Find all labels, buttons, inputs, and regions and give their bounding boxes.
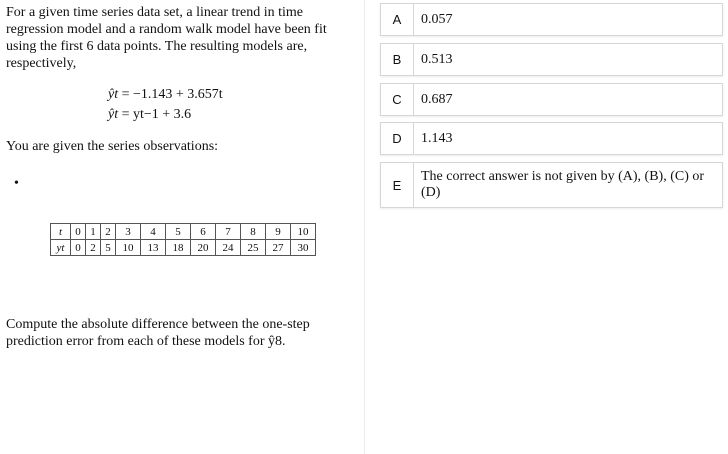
option-text: 0.687: [421, 91, 453, 107]
table-cell: 27: [266, 240, 291, 256]
option-letter: A: [381, 4, 414, 35]
equation-linear-trend: [108, 87, 223, 103]
observations-table: [50, 223, 316, 256]
option-e[interactable]: [380, 162, 723, 208]
table-row-t: [51, 224, 316, 240]
option-text: 0.513: [421, 51, 453, 67]
option-c[interactable]: [380, 83, 723, 116]
option-letter: C: [381, 84, 414, 115]
table-cell: 20: [191, 240, 216, 256]
option-text: 1.143: [421, 130, 453, 146]
equation-random-walk: [108, 107, 191, 123]
option-b[interactable]: [380, 43, 723, 76]
table-cell: 4: [141, 224, 166, 240]
option-letter: E: [381, 163, 414, 207]
table-cell: 13: [141, 240, 166, 256]
table-cell: 3: [116, 224, 141, 240]
question-prompt: Compute the absolute difference between the one-step prediction error from each of these models for ŷ8.: [6, 317, 310, 349]
equation-lhs: ŷt: [108, 87, 119, 102]
table-cell: 10: [291, 224, 316, 240]
table-cell: 2: [86, 240, 101, 256]
option-letter: B: [381, 44, 414, 75]
option-text: 0.057: [421, 11, 453, 27]
equation-rhs: = yt−1 + 3.6: [121, 107, 192, 122]
table-row-y: [51, 240, 316, 256]
table-cell: 8: [241, 224, 266, 240]
option-text: The correct answer is not given by (A), (B), (C) or (D): [421, 169, 705, 200]
equation-lhs: ŷt: [108, 107, 119, 122]
row-label-t: t: [51, 224, 71, 240]
table-cell: 1: [86, 224, 101, 240]
table-cell: 30: [291, 240, 316, 256]
table-cell: 0: [71, 224, 86, 240]
table-cell: 10: [116, 240, 141, 256]
option-a[interactable]: [380, 3, 723, 36]
bullet: •: [14, 176, 19, 191]
row-label-y: yt: [51, 240, 71, 256]
table-cell: 6: [191, 224, 216, 240]
table-cell: 5: [101, 240, 116, 256]
option-d[interactable]: [380, 122, 723, 155]
table-cell: 18: [166, 240, 191, 256]
table-cell: 25: [241, 240, 266, 256]
table-cell: 9: [266, 224, 291, 240]
table-cell: 5: [166, 224, 191, 240]
option-letter: D: [381, 123, 414, 154]
table-cell: 2: [101, 224, 116, 240]
equation-rhs: = −1.143 + 3.657t: [121, 87, 223, 102]
table-cell: 0: [71, 240, 86, 256]
table-cell: 24: [216, 240, 241, 256]
given-text: You are given the series observations:: [6, 139, 219, 154]
question-intro: For a given time series data set, a linear trend in time regression model and a random walk model have been fit using the first 6 data points. The resulting models are, respectively,: [6, 5, 327, 71]
table-cell: 7: [216, 224, 241, 240]
